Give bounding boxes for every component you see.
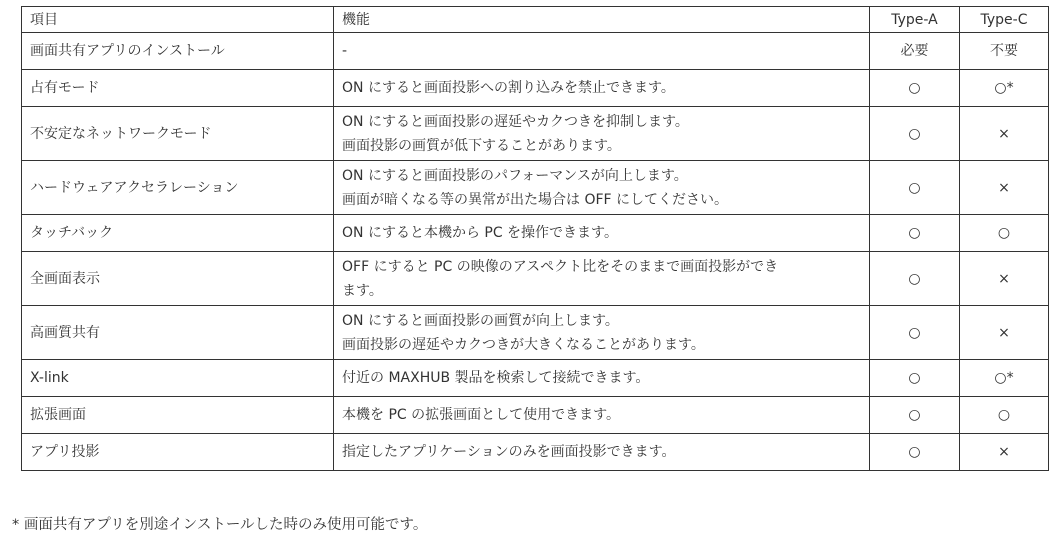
cell-type-a: ○ bbox=[870, 306, 960, 360]
cell-type-c: 不要 bbox=[960, 33, 1049, 70]
table-row bbox=[22, 107, 1049, 161]
function-line: 本機を PC の拡張画面として使用できます。 bbox=[342, 407, 620, 423]
cell-type-a: ○ bbox=[870, 161, 960, 215]
table-row bbox=[22, 70, 1049, 107]
header-type-a: Type-A bbox=[870, 7, 960, 33]
function-line: ON にすると画面投影の遅延やカクつきを抑制します。 bbox=[342, 113, 689, 130]
table-row bbox=[22, 33, 1049, 70]
function-line: 画面投影の画質が低下することがあります。 bbox=[342, 137, 621, 154]
function-line: 付近の MAXHUB 製品を検索して接続できます。 bbox=[342, 370, 650, 386]
cell-item: 高画質共有 bbox=[22, 306, 334, 360]
table-body bbox=[22, 7, 1049, 471]
cell-function bbox=[334, 397, 870, 434]
cell-item: ハードウェアアクセラレーション bbox=[22, 161, 334, 215]
function-line: 指定したアプリケーションのみを画面投影できます。 bbox=[342, 444, 676, 460]
cell-type-a: ○ bbox=[870, 70, 960, 107]
cell-type-a: ○ bbox=[870, 397, 960, 434]
cell-function bbox=[334, 215, 870, 252]
cell-item: X-link bbox=[22, 360, 334, 397]
cell-type-a: ○ bbox=[870, 434, 960, 471]
header-function: 機能 bbox=[334, 7, 870, 33]
cell-type-a: ○ bbox=[870, 215, 960, 252]
header-item: 項目 bbox=[22, 7, 334, 33]
function-line: ON にすると画面投影への割り込みを禁止できます。 bbox=[342, 80, 675, 96]
table-row bbox=[22, 360, 1049, 397]
table-row bbox=[22, 215, 1049, 252]
cell-item: 画面共有アプリのインストール bbox=[22, 33, 334, 70]
function-line: 画面投影の遅延やカクつきが大きくなることがあります。 bbox=[342, 336, 705, 353]
cell-type-c: × bbox=[960, 306, 1049, 360]
table-row bbox=[22, 161, 1049, 215]
cell-item: アプリ投影 bbox=[22, 434, 334, 471]
cell-type-c: ○* bbox=[960, 360, 1049, 397]
cell-function bbox=[334, 252, 870, 306]
cell-function bbox=[334, 33, 870, 70]
cell-function bbox=[334, 434, 870, 471]
table-row bbox=[22, 306, 1049, 360]
cell-function bbox=[334, 161, 870, 215]
table-row bbox=[22, 397, 1049, 434]
cell-type-c: × bbox=[960, 161, 1049, 215]
cell-type-a: 必要 bbox=[870, 33, 960, 70]
cell-type-c: ○* bbox=[960, 70, 1049, 107]
header-type-c: Type-C bbox=[960, 7, 1049, 33]
cell-item: 不安定なネットワークモード bbox=[22, 107, 334, 161]
cell-type-c: × bbox=[960, 252, 1049, 306]
cell-function bbox=[334, 360, 870, 397]
cell-type-a: ○ bbox=[870, 360, 960, 397]
function-line: OFF にすると PC の映像のアスペクト比をそのままで画面投影ができ bbox=[342, 258, 779, 275]
function-line: ます。 bbox=[342, 282, 383, 299]
cell-item: タッチバック bbox=[22, 215, 334, 252]
cell-item: 全画面表示 bbox=[22, 252, 334, 306]
table-row bbox=[22, 252, 1049, 306]
function-line: ON にすると画面投影のパフォーマンスが向上します。 bbox=[342, 167, 688, 184]
function-line: - bbox=[342, 43, 348, 59]
cell-type-c: × bbox=[960, 107, 1049, 161]
function-line: ON にすると画面投影の画質が向上します。 bbox=[342, 312, 619, 329]
cell-type-c: ○ bbox=[960, 397, 1049, 434]
cell-function bbox=[334, 306, 870, 360]
cell-type-c: × bbox=[960, 434, 1049, 471]
cell-function bbox=[334, 70, 870, 107]
cell-type-c: ○ bbox=[960, 215, 1049, 252]
function-line: ON にすると本機から PC を操作できます。 bbox=[342, 225, 618, 241]
cell-type-a: ○ bbox=[870, 107, 960, 161]
footnote: * 画面共有アプリを別途インストールした時のみ使用可能です。 bbox=[12, 517, 428, 533]
function-line: 画面が暗くなる等の異常が出た場合は OFF にしてください。 bbox=[342, 191, 729, 208]
cell-item: 占有モード bbox=[22, 70, 334, 107]
cell-type-a: ○ bbox=[870, 252, 960, 306]
table-header-row bbox=[22, 7, 1049, 33]
cell-item: 拡張画面 bbox=[22, 397, 334, 434]
feature-comparison-table bbox=[21, 6, 1049, 471]
cell-function bbox=[334, 107, 870, 161]
table-row bbox=[22, 434, 1049, 471]
